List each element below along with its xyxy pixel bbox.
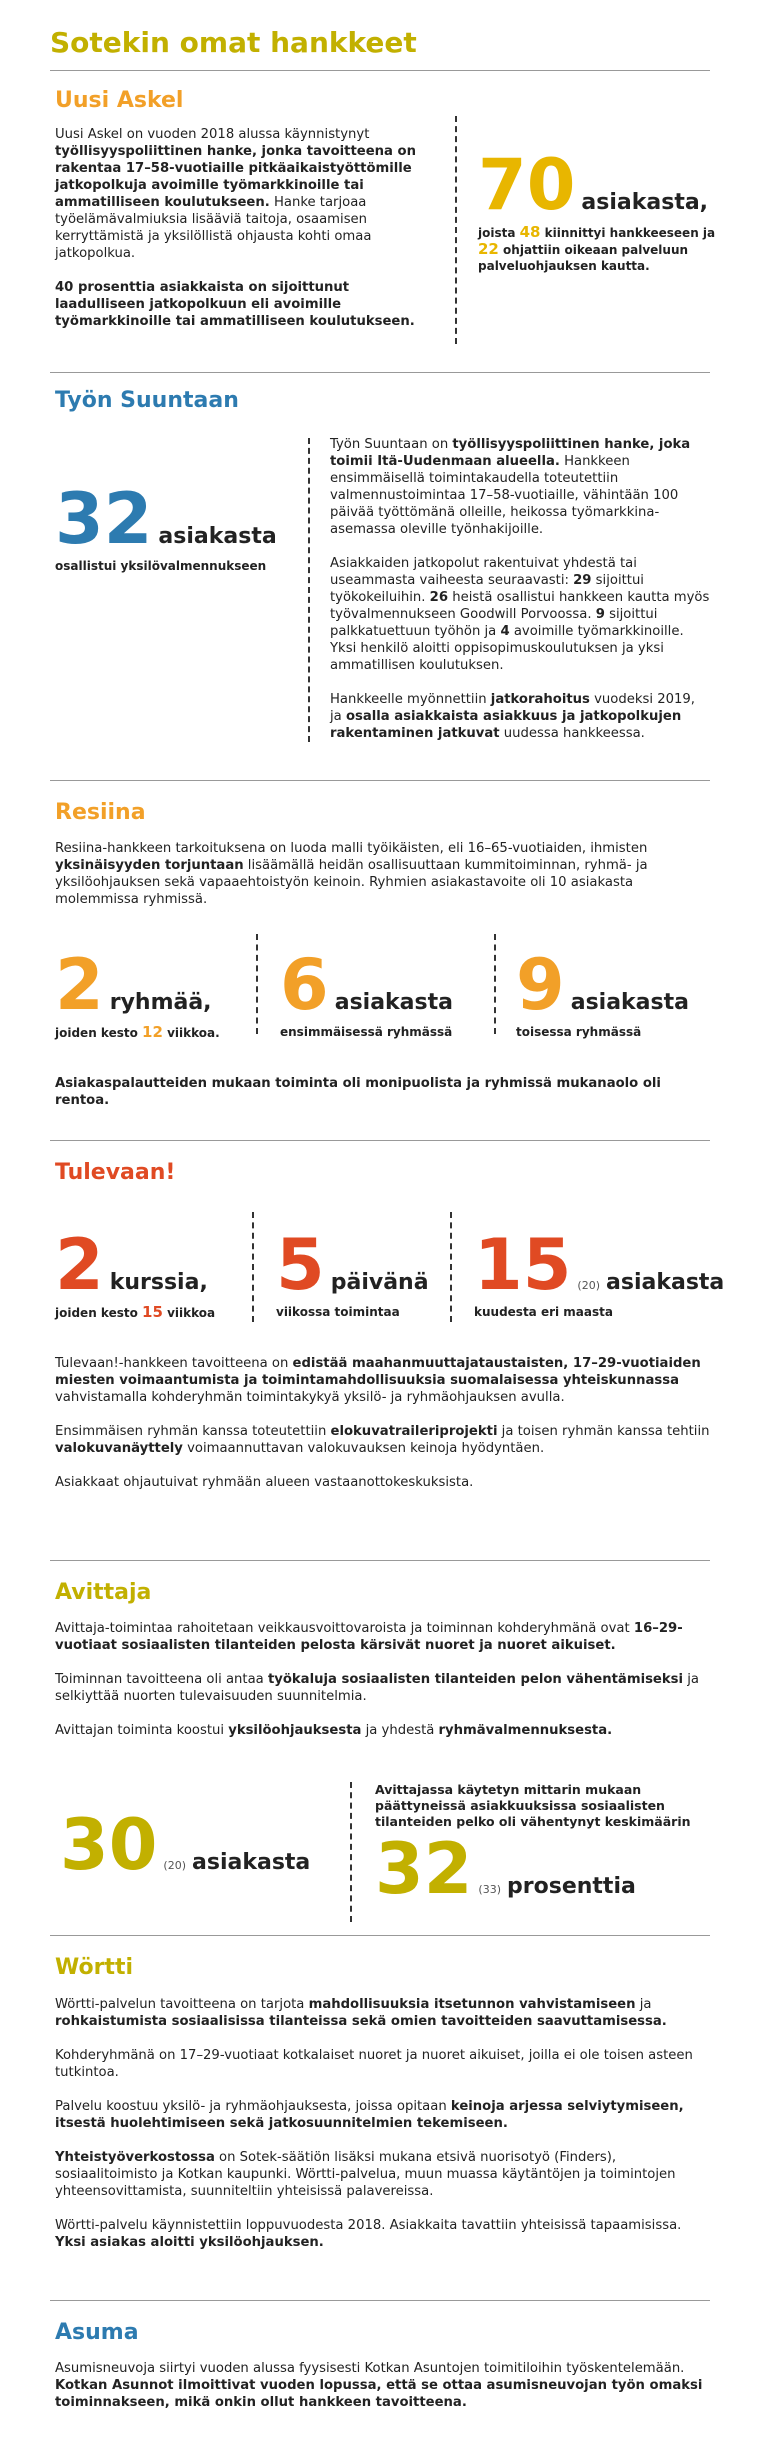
emphasis-text: yksilöohjauksesta <box>228 1723 362 1738</box>
uusi-askel-text <box>55 126 435 330</box>
stat-caption: ensimmäisessä ryhmässä <box>280 1025 453 1039</box>
text-run: Hanke tarjoaa työelämävalmiuksia lisääviä taitoja, osaamisen kerryttämistä ja yksilöllistä ohjausta kohti omaa jatkopolkua. <box>55 195 372 261</box>
resiina-stat-first-group <box>280 944 480 1040</box>
emphasis-text: työkaluja sosiaalisten tilanteiden pelon vähentämiseksi <box>267 1672 684 1687</box>
paragraph <box>55 126 435 262</box>
dashed-divider <box>450 1212 452 1322</box>
emphasis-text: työllisyyspoliittinen hanke, joka toimii Itä-Uudenmaan alueella. <box>330 437 691 469</box>
resiina-intro <box>55 840 715 908</box>
text-run: Hankkeelle myönnettiin <box>330 692 491 707</box>
tulevaan-stat-days <box>276 1224 446 1320</box>
emphasis-text: edistää maahanmuuttajataustaisten, 17–29-vuotiaiden miesten voimaantumista ja toimintamahdollisuuksia suomalaisessa yhteiskunnassa <box>55 1356 701 1388</box>
asuma-text <box>55 2360 715 2411</box>
emphasis-text: keinoja arjessa selviytymiseen, itsestä huolehtimiseen sekä jatkosuunnitelmien tekemiseen. <box>55 2099 684 2131</box>
stat-caption: osallistui yksilövalmennukseen <box>55 559 267 573</box>
avittaja-text <box>55 1620 715 1739</box>
emphasis-text: yksinäisyyden torjuntaan <box>55 858 244 873</box>
stat-unit: asiakasta <box>158 524 277 549</box>
paragraph <box>55 1996 715 2030</box>
emphasis-text: 29 <box>573 573 592 588</box>
dashed-divider <box>308 438 310 742</box>
stat-unit: prosenttia <box>507 1874 636 1899</box>
tulevaan-stat-courses <box>55 1224 255 1321</box>
stat-caption: kuudesta eri maasta <box>474 1305 613 1319</box>
text-run: Ensimmäisen ryhmän kanssa toteutettiin <box>55 1424 331 1439</box>
text-run: Toiminnan tavoitteena oli antaa <box>55 1672 268 1687</box>
paragraph <box>55 1355 715 1406</box>
stat-unit: asiakasta <box>606 1270 725 1295</box>
text-run: vuodeksi 2019, ja <box>330 692 695 724</box>
text-run: Tulevaan!-hankkeen tavoitteena on <box>55 1356 293 1371</box>
resiina-stat-second-group <box>516 944 716 1040</box>
tulevaan-text <box>55 1355 715 1491</box>
avittaja-stat-clients <box>60 1804 340 1886</box>
emphasis-text: mahdollisuuksia itsetunnon vahvistamiseen <box>308 1997 636 2012</box>
paragraph <box>55 2047 715 2081</box>
divider <box>50 70 710 71</box>
stat-unit: asiakasta <box>192 1850 311 1875</box>
emphasis-text: 4 <box>500 624 510 639</box>
text-run: Resiina-hankkeen tarkoituksena on luoda malli työikäisten, eli 16–65-vuotiaiden, ihmisten <box>55 841 648 856</box>
tyon-suuntaan-stat <box>55 478 295 574</box>
dashed-divider <box>350 1782 352 1922</box>
stat-number: 2 <box>55 944 104 1026</box>
paragraph <box>330 691 710 742</box>
section-title-tyon-suuntaan: Työn Suuntaan <box>55 388 239 413</box>
paragraph <box>55 2217 715 2251</box>
text-run: on Sotek-säätiön lisäksi mukana etsivä nuorisotyö (Finders), sosiaalitoimisto ja Kotkan kaupunki. Wörtti-palvelua, muun muassa käytäntöjen ja toimintojen yhteensovittamista, suunniteltiin yhteisissä palavereissa. <box>55 2150 676 2199</box>
stat-unit: päivänä <box>330 1270 429 1295</box>
stat-caption: joista 48 kiinnittyi hankkeeseen ja 22 ohjattiin oikeaan palveluun palveluohjauksen kautta. <box>478 223 716 273</box>
stat-previous: (20) <box>577 1279 601 1292</box>
stat-number: 30 <box>60 1804 158 1886</box>
stat-number: 70 <box>478 144 576 226</box>
emphasis-text: 16–29-vuotiaat sosiaalisten tilanteiden pelosta kärsivät nuoret ja nuoret aikuiset. <box>55 1621 683 1653</box>
paragraph <box>330 436 710 538</box>
text-run: sijoittui työkokeiluihin. <box>330 573 644 605</box>
stat-caption: joiden kesto 15 viikkoa <box>55 1303 216 1321</box>
stat-number: 9 <box>516 944 565 1026</box>
text-run: Wörtti-palvelun tavoitteena on tarjota <box>55 1997 309 2012</box>
text-run: Asiakkaat ohjautuivat ryhmään alueen vastaanottokeskuksista. <box>55 1475 474 1490</box>
emphasis-text: Kotkan Asunnot ilmoittivat vuoden lopussa, että se ottaa asumisneuvojan työn omaksi toiminnakseen, mikä onkin ollut hankkeen tavoitteena. <box>55 2378 703 2410</box>
stat-number: 2 <box>55 1224 104 1306</box>
paragraph <box>55 1620 715 1654</box>
stat-number: 15 <box>474 1224 572 1306</box>
stat-unit: asiakasta <box>334 990 453 1015</box>
paragraph <box>55 1722 715 1739</box>
stat-number: 32 <box>375 1828 473 1910</box>
text-run: avoimille työmarkkinoille. Yksi henkilö aloitti oppisopimuskoulutuksen ja yksi ammatillisen koulutuksen. <box>330 624 684 673</box>
dashed-divider <box>494 934 496 1034</box>
paragraph <box>55 2098 715 2132</box>
section-title-avittaja: Avittaja <box>55 1580 152 1605</box>
divider <box>50 1935 710 1936</box>
section-title-uusi-askel: Uusi Askel <box>55 88 184 113</box>
paragraph <box>330 555 710 674</box>
stat-caption: toisessa ryhmässä <box>516 1025 642 1039</box>
text-run: sijoittui palkkatuettuun työhön ja <box>330 607 658 639</box>
paragraph <box>55 1474 715 1491</box>
section-title-tulevaan: Tulevaan! <box>55 1160 176 1185</box>
text-run: Kohderyhmänä on 17–29-vuotiaat kotkalaiset nuoret ja nuoret aikuiset, joilla ei ole toisen asteen tutkintoa. <box>55 2048 693 2080</box>
stat-number: 32 <box>55 478 153 560</box>
text-run: Palvelu koostuu yksilö- ja ryhmäohjauksesta, joissa opitaan <box>55 2099 451 2114</box>
text-run: Asiakkaiden jatkopolut rakentuivat yhdestä tai useammasta vaiheesta seuraavasti: <box>330 556 637 588</box>
section-title-asuma: Asuma <box>55 2320 139 2345</box>
dashed-divider <box>455 116 457 344</box>
stat-caption: viikossa toimintaa <box>276 1305 400 1319</box>
uusi-askel-stat <box>478 144 728 274</box>
emphasis-text: Yksi asiakas aloitti yksilöohjauksen. <box>55 2235 324 2250</box>
paragraph <box>55 279 435 330</box>
text-run: voimaannuttavan valokuvauksen keinoja hyödyntäen. <box>182 1441 545 1456</box>
text-run: uudessa hankkeessa. <box>499 726 645 741</box>
section-title-resiina: Resiina <box>55 800 146 825</box>
paragraph <box>55 840 715 908</box>
text-run: ja selkiyttää nuorten tulevaisuuden suunnitelmia. <box>55 1672 699 1704</box>
text-run: Avittajan toiminta koostui <box>55 1723 229 1738</box>
tyon-suuntaan-text <box>330 436 710 742</box>
stat-unit: asiakasta, <box>581 190 709 215</box>
dashed-divider <box>256 934 258 1034</box>
section-title-wortti: Wörtti <box>55 1955 134 1980</box>
wortti-text <box>55 1996 715 2251</box>
stat-number: 6 <box>280 944 329 1026</box>
avittaja-stat-reduction <box>375 1782 720 1910</box>
stat-unit: asiakasta <box>570 990 689 1015</box>
text-run: Hankkeen ensimmäisellä toimintakaudella toteutettiin valmennustoimintaa 17–58-vuotiaille, vähintään 100 päivää työttömänä olleille, heikossa työmarkkina-asemassa oleville työnhakijoille. <box>330 454 679 537</box>
stat-caption: joiden kesto 12 viikkoa. <box>55 1023 220 1041</box>
divider <box>50 780 710 781</box>
paragraph <box>55 1423 715 1457</box>
emphasis-text: 26 <box>429 590 449 605</box>
divider <box>50 372 710 373</box>
text-run: ja <box>635 1997 652 2012</box>
divider <box>50 1140 710 1141</box>
tulevaan-stat-clients <box>474 1224 725 1320</box>
text-run: ja toisen ryhmän kanssa tehtiin <box>497 1424 710 1439</box>
text-run: Työn Suuntaan on <box>330 437 453 452</box>
stat-unit: kurssia, <box>109 1270 208 1295</box>
stat-number: 5 <box>276 1224 325 1306</box>
resiina-outro: Asiakaspalautteiden mukaan toiminta oli monipuolista ja ryhmissä mukanaolo oli rentoa. <box>55 1076 661 1108</box>
emphasis-text: rohkaistumista sosiaalisissa tilanteissa sekä omien tavoitteiden saavuttamisessa. <box>55 2014 667 2029</box>
divider <box>50 1560 710 1561</box>
text-run: lisäämällä heidän osallisuuttaan kummitoiminnan, ryhmä- ja yksilöohjauksen sekä vapaaehtoistyön keinoin. Ryhmien asiakastavoite oli 10 asiakasta molemmissa ryhmissä. <box>55 858 648 907</box>
emphasis-text: 40 prosenttia asiakkaista on sijoittunut laadulliseen jatkopolkuun eli avoimille työmarkkinoille tai ammatilliseen koulutukseen. <box>55 280 415 329</box>
divider <box>50 2300 710 2301</box>
stat-previous: (33) <box>478 1883 502 1896</box>
text-run: Wörtti-palvelu käynnistettiin loppuvuodesta 2018. Asiakkaita tavattiin yhteisissä tapaamisissa. <box>55 2218 682 2233</box>
emphasis-text: työllisyyspoliittinen hanke, jonka tavoitteena on rakentaa 17–58-vuotiaille pitkäaikaistyöttömille jatkopolkuja avoimille työmarkkinoille tai ammatilliseen koulutukseen. <box>55 144 416 210</box>
emphasis-text: Yhteistyöverkostossa <box>55 2150 215 2165</box>
stat-caption: Avittajassa käytetyn mittarin mukaan päättyneissä asiakkuuksissa sosiaalisten tilanteiden pelko oli vähentynyt keskimäärin <box>375 1782 691 1829</box>
text-run: Asumisneuvoja siirtyi vuoden alussa fyysisesti Kotkan Asuntojen toimitiloihin työskentelemään. <box>55 2361 685 2376</box>
emphasis-text: 9 <box>595 607 605 622</box>
emphasis-text: ryhmävalmennuksesta. <box>438 1723 613 1738</box>
stat-unit: ryhmää, <box>109 990 212 1015</box>
stat-previous: (20) <box>163 1859 187 1872</box>
paragraph <box>55 2149 715 2200</box>
text-run: Uusi Askel on vuoden 2018 alussa käynnistynyt <box>55 127 370 142</box>
text-run: Avittaja-toimintaa rahoitetaan veikkausvoittovaroista ja toiminnan kohderyhmänä ovat <box>55 1621 634 1636</box>
paragraph <box>55 2360 715 2411</box>
paragraph <box>55 1671 715 1705</box>
text-run: vahvistamalla kohderyhmän toimintakykyä yksilö- ja ryhmäohjauksen avulla. <box>55 1390 565 1405</box>
emphasis-text: elokuvatraileriprojekti <box>330 1424 498 1439</box>
resiina-stat-groups <box>55 944 255 1041</box>
text-run: ja yhdestä <box>361 1723 439 1738</box>
page-title: Sotekin omat hankkeet <box>50 26 417 59</box>
emphasis-text: osalla asiakkaista asiakkuus ja jatkopolkujen rakentaminen jatkuvat <box>330 709 682 741</box>
dashed-divider <box>252 1212 254 1322</box>
emphasis-text: jatkorahoitus <box>490 692 590 707</box>
emphasis-text: valokuvanäyttely <box>55 1441 183 1456</box>
text-run: heistä osallistui hankkeen kautta myös työvalmennukseen Goodwill Porvoossa. <box>330 590 710 622</box>
